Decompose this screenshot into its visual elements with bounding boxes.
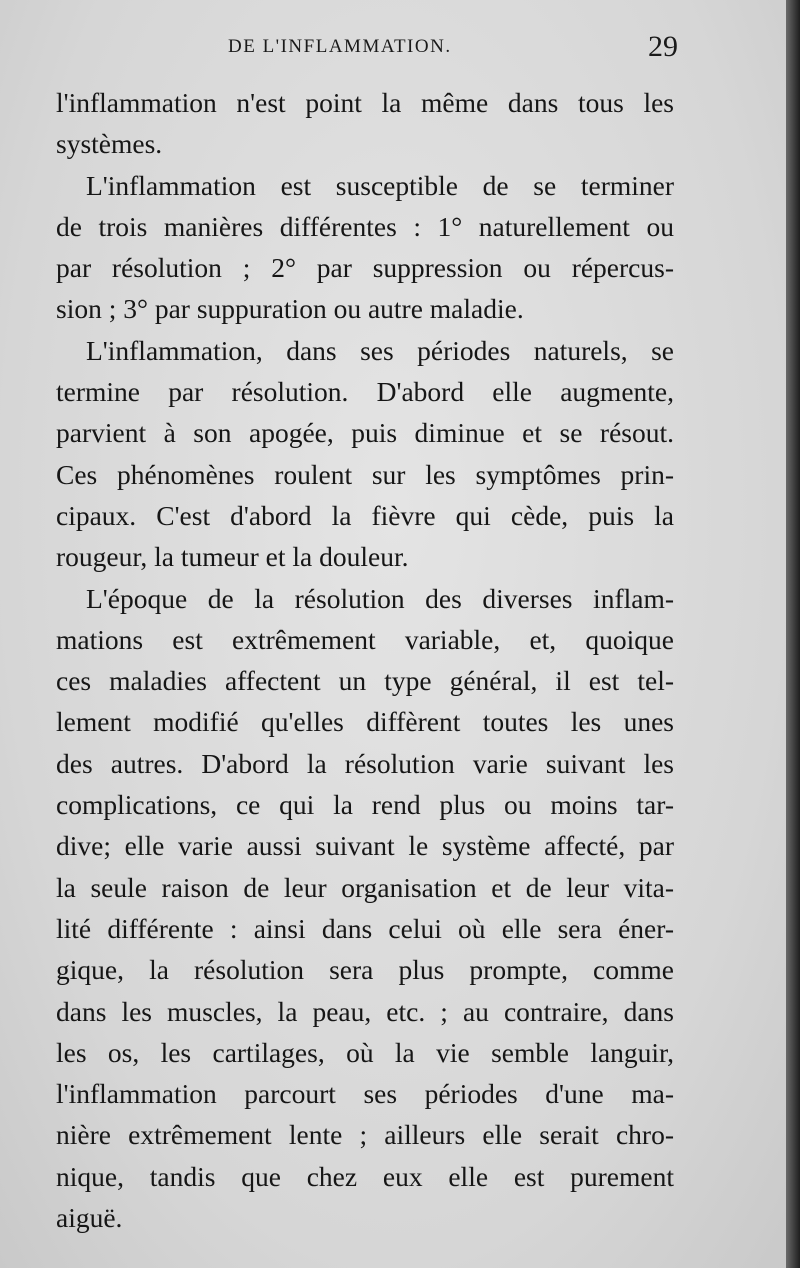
text-line: L'époque de la résolution des diverses inflam- (86, 582, 674, 614)
paragraph-1 (56, 82, 674, 165)
body-text (56, 82, 674, 1238)
paragraph-3 (56, 330, 674, 578)
paragraph-2 (56, 165, 674, 330)
text-line: lement modifié qu'elles diffèrent toutes les unes (56, 706, 674, 738)
text-line: lité différente : ainsi dans celui où elle sera éner- (56, 912, 674, 944)
text-line: dans les muscles, la peau, etc. ; au contraire, dans (56, 995, 674, 1027)
text-line: l'inflammation parcourt ses périodes d'une ma- (56, 1078, 674, 1110)
paragraph-4 (56, 578, 674, 1239)
text-line: termine par résolution. D'abord elle augmente, (56, 376, 674, 408)
text-line: ces maladies affectent un type général, il est tel- (56, 665, 674, 697)
text-line: L'inflammation, dans ses périodes naturels, se (86, 334, 674, 366)
text-line: les os, les cartilages, où la vie semble languir, (56, 1036, 674, 1068)
running-title: DE L'INFLAMMATION. (228, 36, 452, 57)
text-line: dive; elle varie aussi suivant le système affecté, par (56, 830, 674, 862)
text-line: la seule raison de leur organisation et de leur vita- (56, 871, 674, 903)
page-number: 29 (648, 30, 678, 63)
text-line: rougeur, la tumeur et la douleur. (56, 541, 409, 573)
book-spine-shadow (786, 0, 800, 1268)
text-line: systèmes. (56, 128, 163, 160)
text-line: l'inflammation n'est point la même dans tous les (56, 87, 674, 118)
text-line: aiguë. (56, 1202, 123, 1234)
text-line: des autres. D'abord la résolution varie suivant les (56, 747, 674, 779)
text-line: mations est extrêmement variable, et, quoique (56, 623, 674, 655)
page-header (56, 30, 676, 80)
text-line: sion ; 3° par suppuration ou autre maladie. (56, 293, 524, 325)
text-line: cipaux. C'est d'abord la fièvre qui cède, puis la (56, 499, 674, 531)
text-line: par résolution ; 2° par suppression ou répercus- (56, 252, 674, 284)
text-line: gique, la résolution sera plus prompte, comme (56, 954, 674, 986)
text-line: Ces phénomènes roulent sur les symptômes prin- (56, 458, 674, 490)
text-line: parvient à son apogée, puis diminue et se résout. (56, 417, 674, 449)
text-line: nière extrêmement lente ; ailleurs elle serait chro- (56, 1119, 674, 1151)
text-line: complications, ce qui la rend plus ou moins tar- (56, 789, 674, 821)
text-line: L'inflammation est susceptible de se terminer (86, 169, 674, 201)
text-line: de trois manières différentes : 1° naturellement ou (56, 210, 674, 242)
text-line: nique, tandis que chez eux elle est purement (56, 1160, 674, 1192)
